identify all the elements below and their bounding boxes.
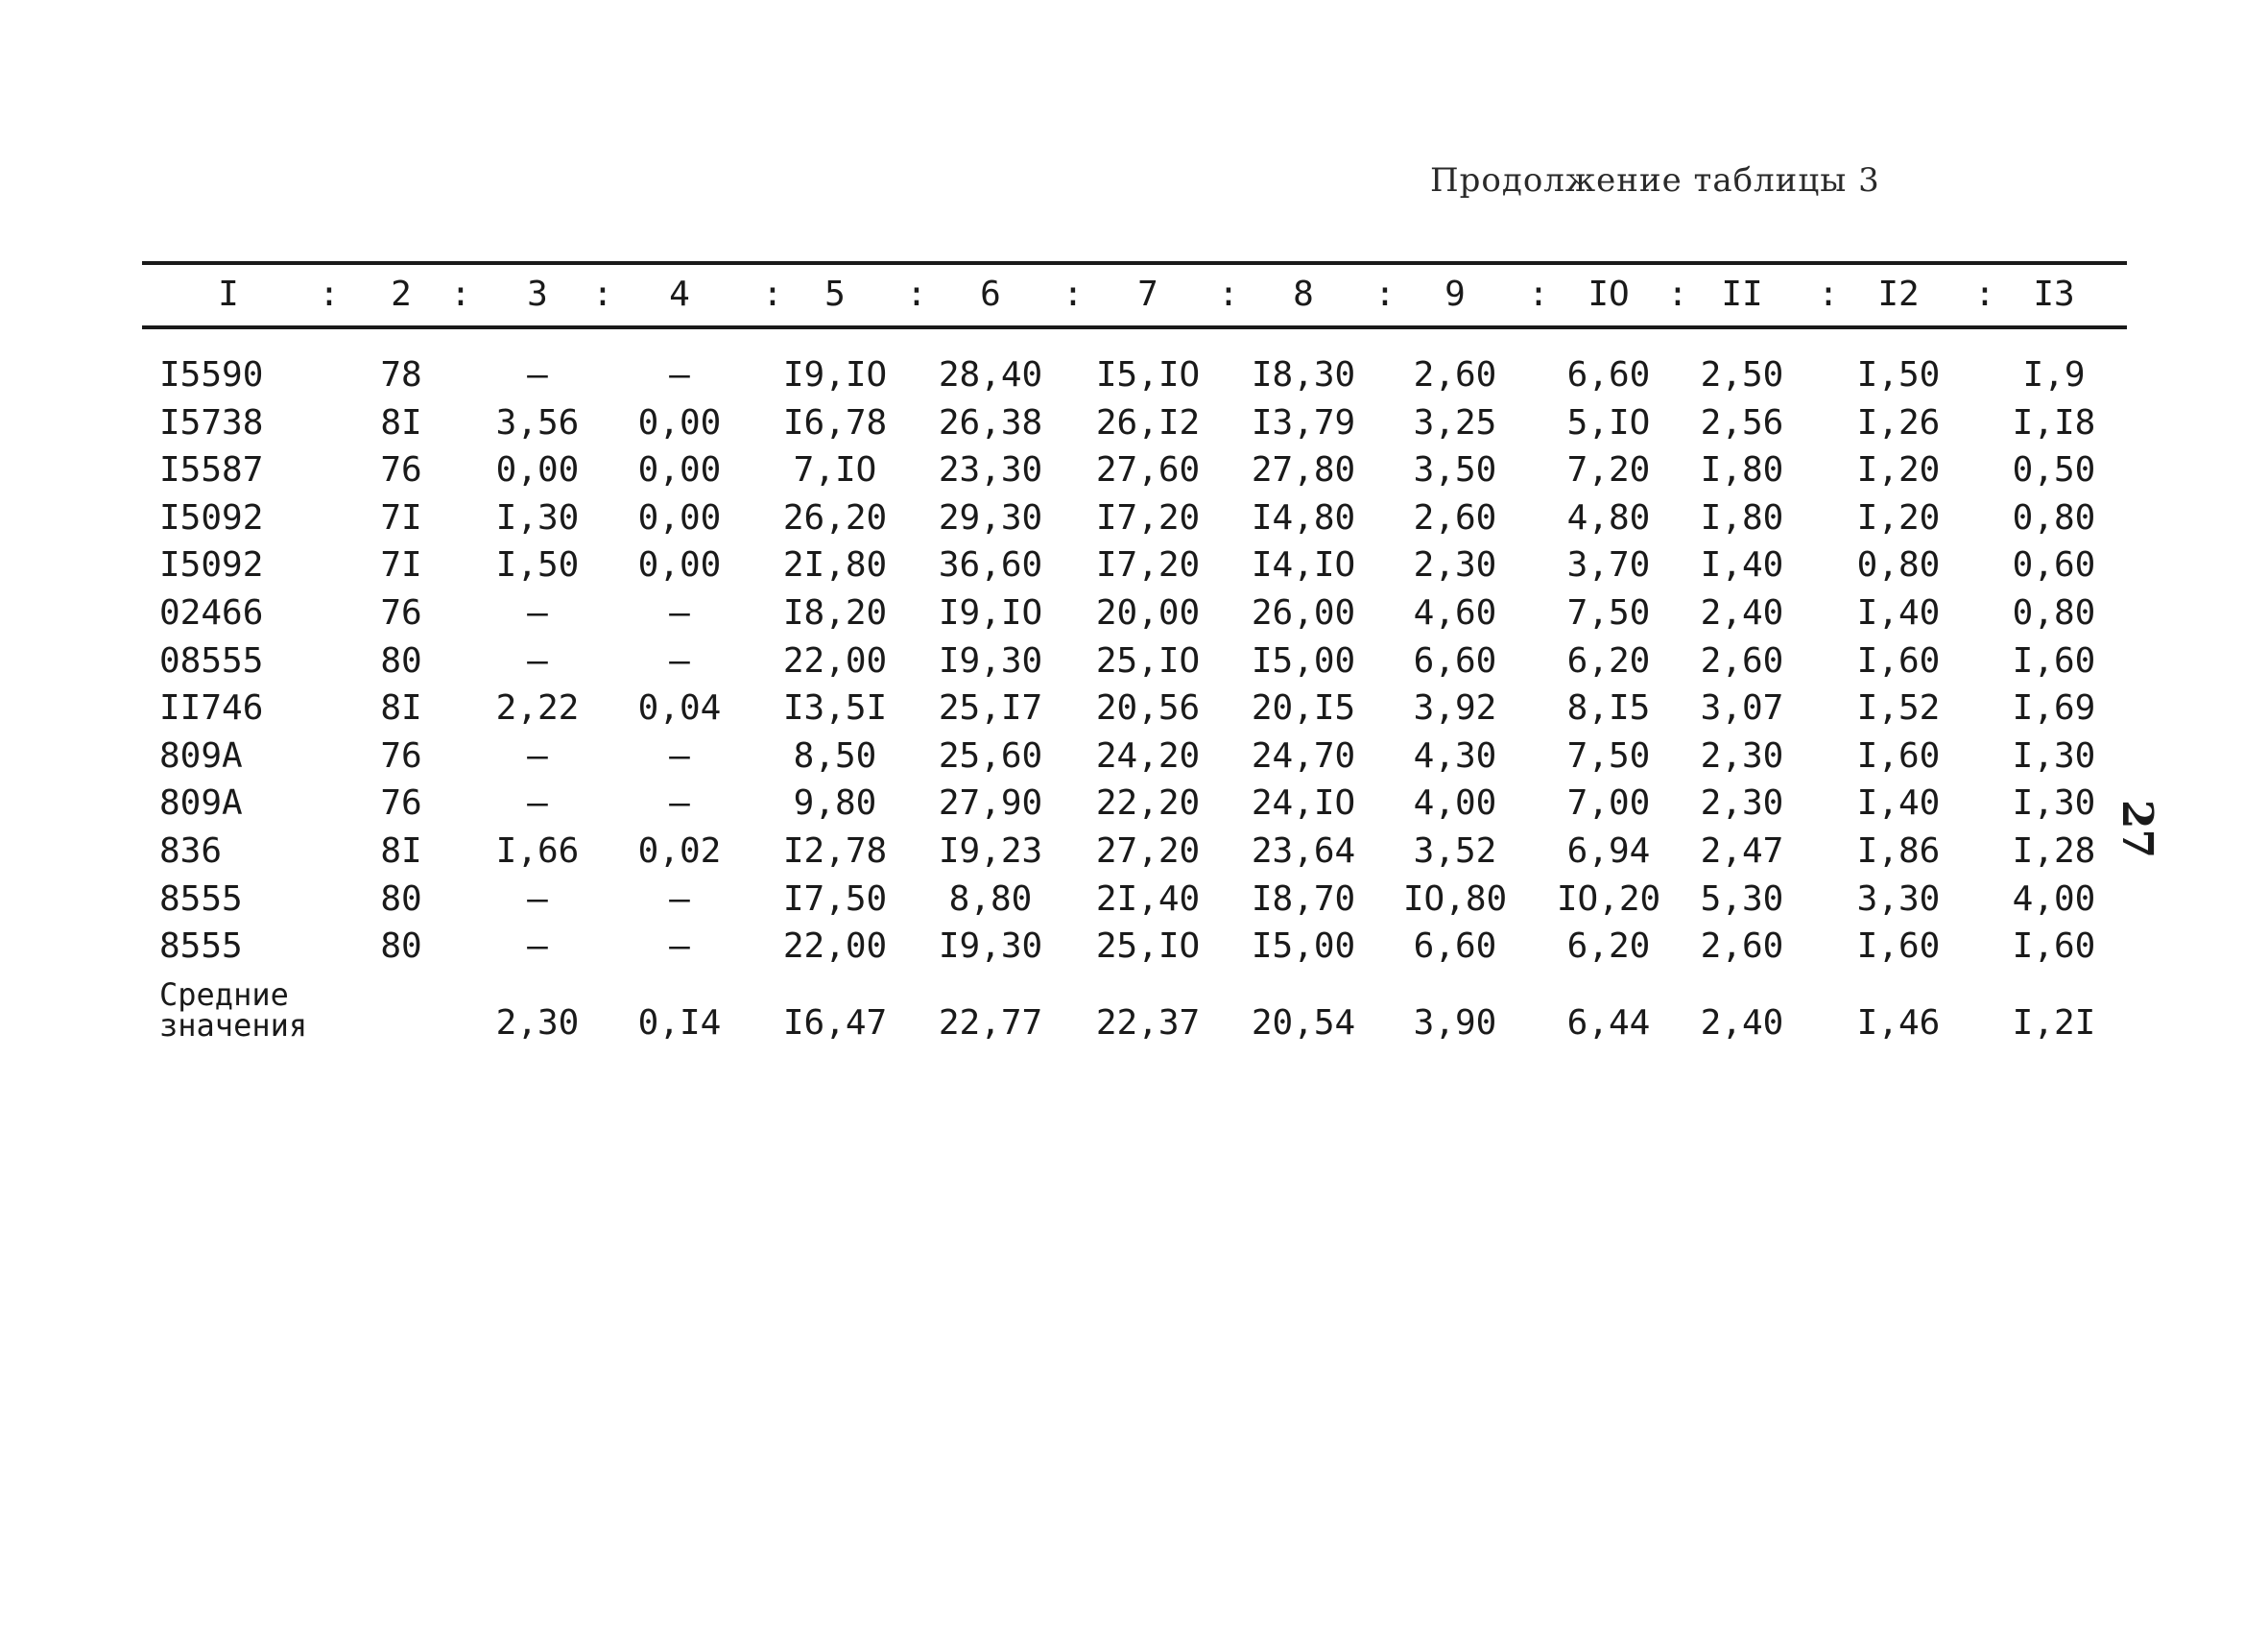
table-cell: 6,20 — [1566, 640, 1651, 681]
table-cell: 0,60 — [2012, 545, 2096, 586]
table-caption: Продолжение таблицы 3 — [1430, 161, 1880, 200]
row-label-cell: 02466 — [159, 593, 264, 633]
table-cell: 5,IO — [1566, 402, 1651, 443]
table-cell: 3,70 — [1566, 545, 1651, 586]
table-cell: 0,80 — [2012, 593, 2096, 633]
table-cell: – — [669, 926, 690, 967]
table-cell: I,40 — [1856, 593, 1941, 633]
column-header-11: II — [1721, 275, 1763, 314]
header-separator: : — [1667, 275, 1688, 314]
table-cell: 6,20 — [1566, 926, 1651, 967]
table-cell: 76 — [380, 450, 422, 491]
column-header-10: IO — [1588, 275, 1630, 314]
table-cell: 8,80 — [948, 878, 1033, 919]
table-cell: 3,50 — [1413, 450, 1497, 491]
table-cell: – — [527, 926, 548, 967]
table-cell: I8,30 — [1251, 355, 1356, 395]
column-header-8: 8 — [1293, 275, 1314, 314]
table-cell: 2,30 — [1700, 735, 1784, 776]
table-cell: I6,78 — [782, 402, 888, 443]
table-cell: 28,40 — [938, 355, 1043, 395]
table-cell: 20,I5 — [1251, 688, 1356, 729]
table-cell: 2,60 — [1413, 355, 1497, 395]
row-label-cell: I5092 — [159, 497, 264, 538]
table-cell: 0,50 — [2012, 450, 2096, 491]
table-cell: I3,79 — [1251, 402, 1356, 443]
average-cell: I,2I — [2012, 1003, 2096, 1043]
table-cell: IO,80 — [1402, 878, 1508, 919]
table-cell: 3,25 — [1413, 402, 1497, 443]
table-cell: 0,00 — [637, 402, 722, 443]
table-cell: 8I — [380, 688, 422, 729]
column-header-2: 2 — [391, 275, 412, 314]
table-cell: 27,60 — [1095, 450, 1201, 491]
header-separator: : — [1218, 275, 1239, 314]
table-cell: I,30 — [2012, 783, 2096, 824]
table-cell: I,30 — [495, 497, 580, 538]
page-number: 27 — [2113, 799, 2162, 859]
table-cell: I,28 — [2012, 831, 2096, 871]
column-header-5: 5 — [824, 275, 846, 314]
table-cell: I,52 — [1856, 688, 1941, 729]
table-cell: 26,00 — [1251, 593, 1356, 633]
table-cell: I,69 — [2012, 688, 2096, 729]
table-cell: I,20 — [1856, 450, 1941, 491]
table-cell: – — [669, 593, 690, 633]
header-separator: : — [1818, 275, 1839, 314]
table-cell: I4,IO — [1251, 545, 1356, 586]
table-cell: 7,00 — [1566, 783, 1651, 824]
table-cell: I,60 — [2012, 640, 2096, 681]
table-cell: 0,00 — [637, 497, 722, 538]
table-cell: I,9 — [2022, 355, 2086, 395]
table-cell: 0,02 — [637, 831, 722, 871]
table-cell: 24,70 — [1251, 735, 1356, 776]
table-cell: 2I,80 — [782, 545, 888, 586]
table-cell: 0,00 — [637, 545, 722, 586]
table-cell: I5,IO — [1095, 355, 1201, 395]
average-cell: I6,47 — [782, 1003, 888, 1043]
table-cell: 3,30 — [1856, 878, 1941, 919]
table-cell: 20,00 — [1095, 593, 1201, 633]
table-cell: I,30 — [2012, 735, 2096, 776]
header-separator: : — [1374, 275, 1396, 314]
row-label-cell: 836 — [159, 831, 223, 871]
table-cell: 76 — [380, 593, 422, 633]
table-cell: 23,64 — [1251, 831, 1356, 871]
table-header-rule — [142, 325, 2127, 329]
average-cell: 22,37 — [1095, 1003, 1201, 1043]
average-cell: 0,I4 — [637, 1003, 722, 1043]
table-cell: 4,30 — [1413, 735, 1497, 776]
table-cell: 2,50 — [1700, 355, 1784, 395]
table-cell: 22,20 — [1095, 783, 1201, 824]
table-cell: 22,00 — [782, 640, 888, 681]
table-cell: I,50 — [495, 545, 580, 586]
table-cell: 3,52 — [1413, 831, 1497, 871]
row-label-cell: 809A — [159, 783, 243, 824]
row-label-cell: 8555 — [159, 878, 243, 919]
average-row-label — [159, 976, 308, 1044]
table-cell: IO,20 — [1556, 878, 1661, 919]
header-separator: : — [1974, 275, 1995, 314]
table-cell: 25,IO — [1095, 926, 1201, 967]
table-cell: 2,47 — [1700, 831, 1784, 871]
table-cell: 0,04 — [637, 688, 722, 729]
table-cell: 25,IO — [1095, 640, 1201, 681]
row-label-cell: 08555 — [159, 640, 264, 681]
average-cell: 2,40 — [1700, 1003, 1784, 1043]
table-cell: 6,60 — [1413, 926, 1497, 967]
table-cell: 80 — [380, 640, 422, 681]
table-cell: 7,50 — [1566, 593, 1651, 633]
header-separator: : — [592, 275, 613, 314]
average-cell: 20,54 — [1251, 1003, 1356, 1043]
table-cell: I,60 — [1856, 926, 1941, 967]
table-cell: 80 — [380, 926, 422, 967]
table-cell: 7,20 — [1566, 450, 1651, 491]
table-cell: I9,23 — [938, 831, 1043, 871]
header-separator: : — [1062, 275, 1084, 314]
row-label-cell: I5590 — [159, 355, 264, 395]
table-cell: I7,20 — [1095, 497, 1201, 538]
average-cell: 3,90 — [1413, 1003, 1497, 1043]
table-cell: I2,78 — [782, 831, 888, 871]
table-cell: 26,38 — [938, 402, 1043, 443]
average-label-line1: Средние — [159, 976, 289, 1013]
table-cell: 2,22 — [495, 688, 580, 729]
table-cell: 76 — [380, 783, 422, 824]
table-cell: 27,80 — [1251, 450, 1356, 491]
average-label-line2: значения — [159, 1007, 308, 1044]
column-header-7: 7 — [1137, 275, 1158, 314]
table-cell: I,60 — [2012, 926, 2096, 967]
table-cell: 7I — [380, 545, 422, 586]
table-cell: 0,80 — [1856, 545, 1941, 586]
table-cell: – — [527, 593, 548, 633]
table-cell: 0,00 — [495, 450, 580, 491]
table-cell: I3,5I — [782, 688, 888, 729]
table-cell: 4,80 — [1566, 497, 1651, 538]
table-cell: 0,00 — [637, 450, 722, 491]
table-cell: I8,70 — [1251, 878, 1356, 919]
average-cell: 6,44 — [1566, 1003, 1651, 1043]
table-cell: I,86 — [1856, 831, 1941, 871]
table-cell: 23,30 — [938, 450, 1043, 491]
table-cell: I,60 — [1856, 640, 1941, 681]
table-cell: – — [669, 355, 690, 395]
column-header-3: 3 — [527, 275, 548, 314]
column-header-4: 4 — [669, 275, 690, 314]
table-cell: I,60 — [1856, 735, 1941, 776]
table-cell: – — [669, 783, 690, 824]
table-cell: I,I8 — [2012, 402, 2096, 443]
table-cell: 2,60 — [1700, 926, 1784, 967]
table-cell: I,40 — [1700, 545, 1784, 586]
row-label-cell: 809A — [159, 735, 243, 776]
table-cell: 0,80 — [2012, 497, 2096, 538]
table-cell: 26,I2 — [1095, 402, 1201, 443]
column-header-6: 6 — [980, 275, 1001, 314]
table-cell: – — [527, 783, 548, 824]
table-cell: I,50 — [1856, 355, 1941, 395]
table-cell: I,40 — [1856, 783, 1941, 824]
table-cell: 76 — [380, 735, 422, 776]
table-cell: 7I — [380, 497, 422, 538]
table-cell: 26,20 — [782, 497, 888, 538]
table-cell: 2,30 — [1413, 545, 1497, 586]
table-cell: 25,60 — [938, 735, 1043, 776]
average-cell: 22,77 — [938, 1003, 1043, 1043]
table-cell: I5,00 — [1251, 926, 1356, 967]
table-cell: 4,00 — [1413, 783, 1497, 824]
table-cell: – — [669, 735, 690, 776]
header-separator: : — [319, 275, 340, 314]
table-cell: 6,60 — [1566, 355, 1651, 395]
table-cell: 22,00 — [782, 926, 888, 967]
table-cell: 2,60 — [1413, 497, 1497, 538]
table-cell: 2I,40 — [1095, 878, 1201, 919]
table-top-rule — [142, 261, 2127, 265]
table-cell: 8,I5 — [1566, 688, 1651, 729]
table-cell: I8,20 — [782, 593, 888, 633]
header-separator: : — [906, 275, 927, 314]
table-cell: 8I — [380, 831, 422, 871]
table-cell: I7,50 — [782, 878, 888, 919]
table-cell: 27,20 — [1095, 831, 1201, 871]
header-separator: : — [762, 275, 783, 314]
table-cell: 36,60 — [938, 545, 1043, 586]
table-cell: I,80 — [1700, 450, 1784, 491]
table-cell: 5,30 — [1700, 878, 1784, 919]
table-cell: 20,56 — [1095, 688, 1201, 729]
table-cell: 29,30 — [938, 497, 1043, 538]
table-cell: 6,60 — [1413, 640, 1497, 681]
table-cell: I4,80 — [1251, 497, 1356, 538]
table-cell: 2,60 — [1700, 640, 1784, 681]
table-cell: 25,I7 — [938, 688, 1043, 729]
table-cell: I,26 — [1856, 402, 1941, 443]
table-cell: 78 — [380, 355, 422, 395]
table-cell: 3,07 — [1700, 688, 1784, 729]
table-cell: 2,30 — [1700, 783, 1784, 824]
table-cell: I5,00 — [1251, 640, 1356, 681]
row-label-cell: I5587 — [159, 450, 264, 491]
table-cell: 7,50 — [1566, 735, 1651, 776]
table-cell: I,20 — [1856, 497, 1941, 538]
column-header-9: 9 — [1444, 275, 1466, 314]
table-cell: I,80 — [1700, 497, 1784, 538]
table-cell: 80 — [380, 878, 422, 919]
table-cell: 4,00 — [2012, 878, 2096, 919]
table-cell: I9,30 — [938, 926, 1043, 967]
table-cell: 4,60 — [1413, 593, 1497, 633]
table-cell: 2,40 — [1700, 593, 1784, 633]
row-label-cell: II746 — [159, 688, 264, 729]
table-cell: 27,90 — [938, 783, 1043, 824]
average-cell: 2,30 — [495, 1003, 580, 1043]
table-cell: 24,20 — [1095, 735, 1201, 776]
table-cell: – — [527, 355, 548, 395]
header-separator: : — [1528, 275, 1549, 314]
column-header-13: I3 — [2033, 275, 2075, 314]
table-cell: 2,56 — [1700, 402, 1784, 443]
table-cell: – — [669, 640, 690, 681]
table-cell: 8,50 — [793, 735, 877, 776]
average-cell: I,46 — [1856, 1003, 1941, 1043]
table-cell: I7,20 — [1095, 545, 1201, 586]
row-label-cell: 8555 — [159, 926, 243, 967]
column-header-12: I2 — [1877, 275, 1920, 314]
table-cell: I,66 — [495, 831, 580, 871]
table-cell: I9,IO — [782, 355, 888, 395]
row-label-cell: I5738 — [159, 402, 264, 443]
table-cell: 7,IO — [793, 450, 877, 491]
row-label-cell: I5092 — [159, 545, 264, 586]
table-cell: – — [527, 878, 548, 919]
table-cell: 6,94 — [1566, 831, 1651, 871]
table-cell: I9,30 — [938, 640, 1043, 681]
header-separator: : — [450, 275, 471, 314]
table-cell: I9,IO — [938, 593, 1043, 633]
table-cell: 3,56 — [495, 402, 580, 443]
table-cell: 24,IO — [1251, 783, 1356, 824]
column-header-1: I — [218, 275, 239, 314]
table-cell: 9,80 — [793, 783, 877, 824]
table-cell: – — [527, 640, 548, 681]
table-cell: – — [527, 735, 548, 776]
table-cell: – — [669, 878, 690, 919]
table-cell: 8I — [380, 402, 422, 443]
table-cell: 3,92 — [1413, 688, 1497, 729]
